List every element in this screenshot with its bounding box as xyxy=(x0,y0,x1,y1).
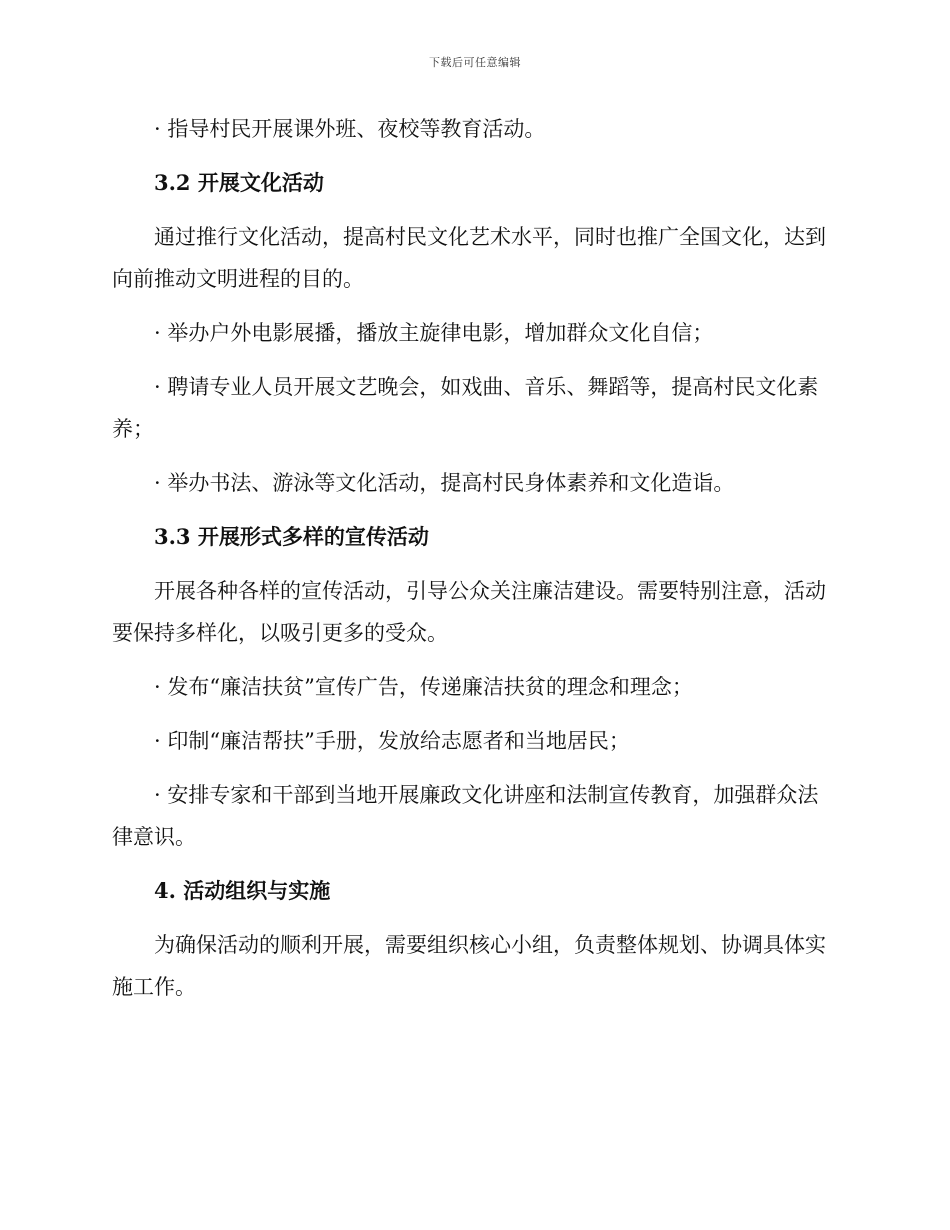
section-heading: 4. 活动组织与实施 xyxy=(154,878,331,903)
section-heading: 3.2 开展文化活动 xyxy=(154,170,324,195)
paragraph: 开展各种各样的宣传活动，引导公众关注廉洁建设。需要特别注意，活动要保持多样化，以吸引更多的受众。 xyxy=(112,579,826,645)
paragraph: 通过推行文化活动，提高村民文化艺术水平，同时也推广全国文化，达到向前推动文明进程的目的。 xyxy=(112,225,826,291)
paragraph: 为确保活动的顺利开展，需要组织核心小组，负责整体规划、协调具体实施工作。 xyxy=(112,933,826,999)
bullet-item: · 印制“廉洁帮扶”手册，发放给志愿者和当地居民； xyxy=(154,729,630,753)
bullet-item: · 举办书法、游泳等文化活动，提高村民身体素养和文化造诣。 xyxy=(154,471,735,495)
document-body xyxy=(112,108,832,1020)
bullet-item: · 发布“廉洁扶贫”宣传广告，传递廉洁扶贫的理念和理念； xyxy=(154,675,693,699)
bullet-item: · 指导村民开展课外班、夜校等教育活动。 xyxy=(154,117,546,141)
section-heading: 3.3 开展形式多样的宣传活动 xyxy=(154,524,429,549)
bullet-item: · 聘请专业人员开展文艺晚会，如戏曲、音乐、舞蹈等，提高村民文化素养； xyxy=(112,375,819,441)
page-header: 下载后可任意编辑 xyxy=(429,56,521,69)
bullet-item: · 安排专家和干部到当地开展廉政文化讲座和法制宣传教育，加强群众法律意识。 xyxy=(112,783,819,849)
bullet-item: · 举办户外电影展播，播放主旋律电影，增加群众文化自信； xyxy=(154,321,714,345)
